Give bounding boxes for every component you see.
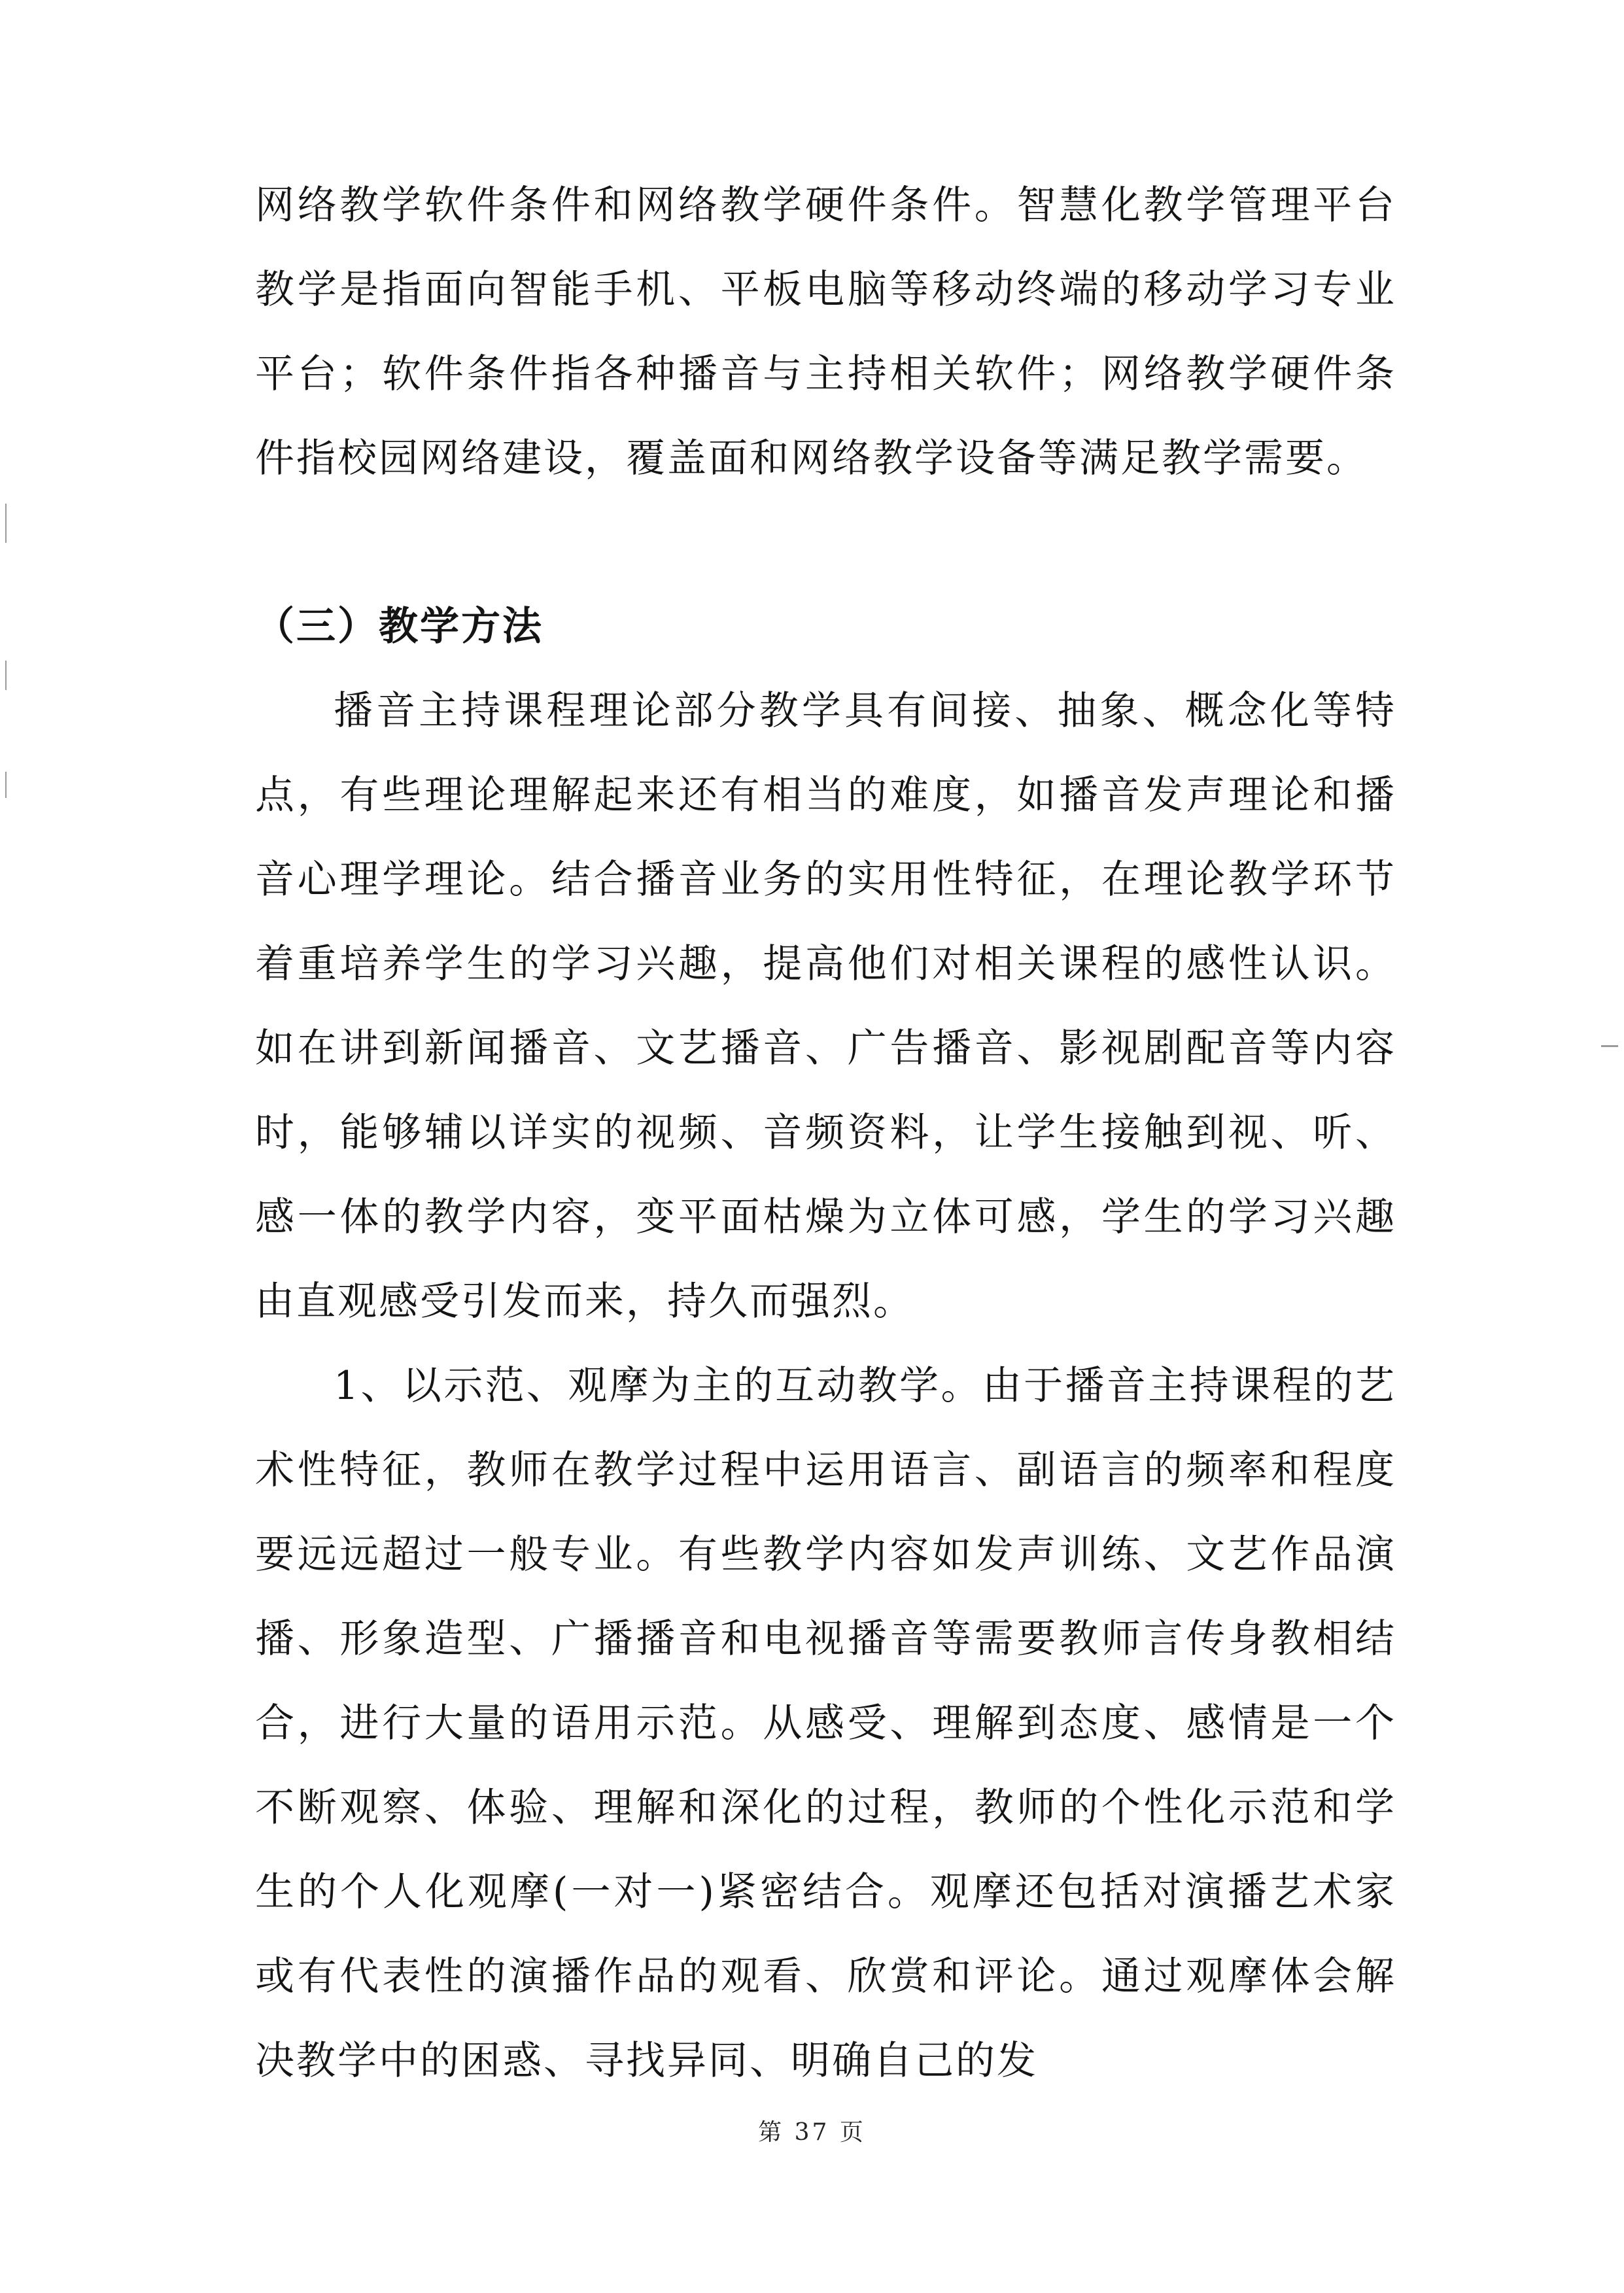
paragraph-3: 1、以示范、观摩为主的互动教学。由于播音主持课程的艺术性特征，教师在教学过程中运用语言、副语言的频率和程度要远远超过一般专业。有些教学内容如发声训练、文艺作品演播、形象造型、广播播音和电视播音等需要教师言传身教相结合，进行大量的语用示范。从感受、理解到态度、感情是一个不断观察、体验、理解和深化的过程，教师的个性化示范和学生的个人化观摩(一对一)紧密结合。观摩还包括对演播艺术家或有代表性的演播作品的观看、欣赏和评论。通过观摩体会解决教学中的困惑、寻找异同、明确自己的发 (255, 1363, 1396, 2084)
body-section (255, 669, 1396, 2103)
scan-margin-mark (5, 504, 7, 543)
paragraph-1: 网络教学软件条件和网络教学硬件条件。智慧化教学管理平台教学是指面向智能手机、平板电脑等移动终端的移动学习专业平台；软件条件指各种播音与主持相关软件；网络教学硬件条件指校园网络建设，覆盖面和网络教学设备等满足教学需要。 (255, 182, 1396, 481)
paragraph-continuation (255, 164, 1396, 501)
scan-margin-mark (5, 772, 7, 798)
page-number: 第 37 页 (758, 2119, 866, 2146)
section-heading: （三）教学方法 (255, 604, 544, 649)
paragraph-2: 播音主持课程理论部分教学具有间接、抽象、概念化等特点，有些理论理解起来还有相当的难度，如播音发声理论和播音心理学理论。结合播音业务的实用性特征，在理论教学环节着重培养学生的学习兴趣，提高他们对相关课程的感性认识。如在讲到新闻播音、文艺播音、广告播音、影视剧配音等内容时，能够辅以详实的视频、音频资料，让学生接触到视、听、感一体的教学内容，变平面枯燥为立体可感，学生的学习兴趣由直观感受引发而来，持久而强烈。 (255, 688, 1396, 1324)
scan-margin-mark (5, 661, 7, 690)
scan-margin-mark (1601, 1045, 1618, 1047)
